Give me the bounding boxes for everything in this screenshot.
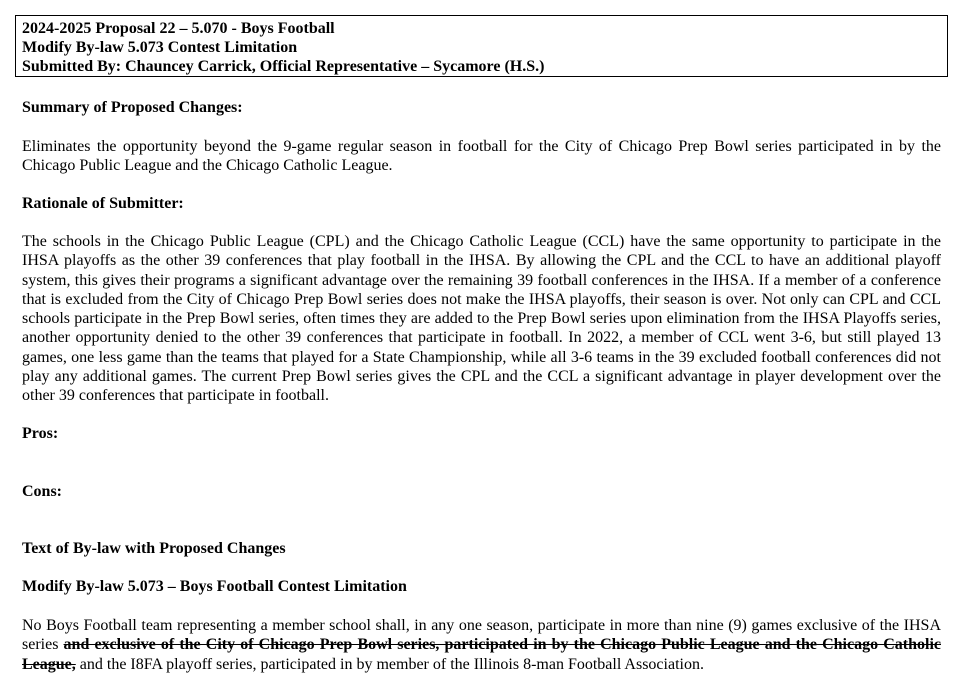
- proposal-subtitle: Modify By-law 5.073 Contest Limitation: [22, 39, 298, 56]
- proposal-submitter: Submitted By: Chauncey Carrick, Official Representative – Sycamore (H.S.): [22, 58, 545, 75]
- summary-heading: Summary of Proposed Changes:: [22, 99, 243, 116]
- summary-text: Eliminates the opportunity beyond the 9-game regular season in football for the City of Chicago Prep Bowl series participated in by the Chicago Public League and the Chicago Catholic League.: [22, 138, 941, 175]
- proposal-title: 2024-2025 Proposal 22 – 5.070 - Boys Football: [22, 20, 335, 37]
- pros-heading: Pros:: [22, 425, 59, 442]
- bylaw-struck-text: and exclusive of the City of Chicago Prep Bowl series, participated in by the Chicago Public League and the Chicago Catholic League,: [22, 636, 941, 673]
- bylaw-heading: Text of By-law with Proposed Changes: [22, 540, 286, 557]
- bylaw-subheading: Modify By-law 5.073 – Boys Football Contest Limitation: [22, 578, 407, 595]
- rationale-heading: Rationale of Submitter:: [22, 195, 184, 212]
- cons-heading: Cons:: [22, 483, 63, 500]
- bylaw-text-before: No Boys Football team representing a member school shall, in any one season, participate in more than nine (9) games exclusive of the IHSA series: [22, 617, 941, 654]
- bylaw-text: [22, 616, 941, 674]
- bylaw-text-after: and the I8FA playoff series, participated in by member of the Illinois 8-man Football Association.: [75, 655, 704, 673]
- proposal-header-box: [15, 15, 948, 77]
- rationale-text: The schools in the Chicago Public League (CPL) and the Chicago Catholic League (CCL) have the same opportunity to participate in the IHSA playoffs as the other 39 conferences that play football in the IHSA. By allowing the CPL and the CCL to have an additional playoff system, this gives their programs a significant advantage over the remaining 39 football conferences in the IHSA. If a member of a conference that is excluded from the City of Chicago Prep Bowl series does not make the IHSA playoffs, their season is over. Not only can CPL and CCL schools participate in the Prep Bowl series, often times they are added to the Prep Bowl series upon elimination from the IHSA Playoffs series, another opportunity denied to the other 39 conferences that participate in football. In 2022, a member of CCL went 3-6, but still played 13 games, one less game than the teams that played for a State Championship, while all 3-6 teams in the 39 excluded football conferences did not play any additional games. The current Prep Bowl series gives the CPL and the CCL a significant advantage in player development over the other 39 conferences that participate in football.: [22, 233, 941, 405]
